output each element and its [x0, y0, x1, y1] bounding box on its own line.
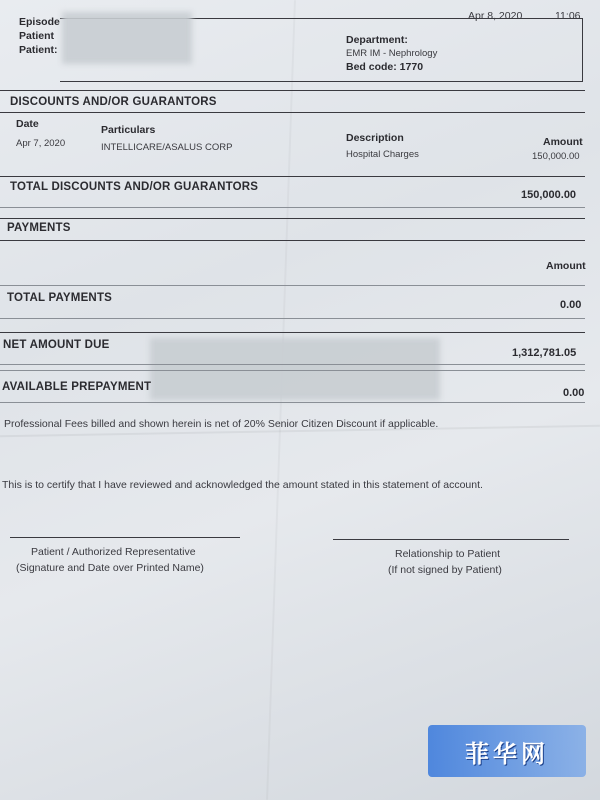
- print-date: Apr 8, 2020: [468, 10, 523, 22]
- section-rule: [0, 207, 585, 208]
- net-amount-label: NET AMOUNT DUE: [3, 339, 110, 351]
- section-rule: [0, 176, 585, 177]
- signature-left-caption: Patient / Authorized Representative: [31, 546, 196, 558]
- section-rule: [0, 370, 585, 371]
- patient-label: Patient: [19, 30, 55, 42]
- section-rule: [0, 332, 585, 333]
- discounts-title: DISCOUNTS AND/OR GUARANTORS: [10, 96, 217, 108]
- paper-crease-vertical: [266, 0, 296, 800]
- watermark-logo: 菲华网: [428, 725, 586, 777]
- print-time: 11:06: [555, 10, 581, 22]
- signature-right-caption: Relationship to Patient: [395, 548, 501, 560]
- section-rule: [0, 112, 585, 113]
- certification-note: This is to certify that I have reviewed and acknowledged the amount stated in this statement of account.: [2, 479, 483, 491]
- col-amount: Amount: [543, 136, 583, 148]
- prepayment-label: AVAILABLE PREPAYMENT: [2, 381, 152, 393]
- section-rule: [0, 218, 585, 219]
- professional-fees-note: Professional Fees billed and shown herein is net of 20% Senior Citizen Discount if applicable.: [4, 418, 439, 430]
- signature-left-subcaption: (Signature and Date over Printed Name): [16, 562, 204, 574]
- col-date: Date: [16, 118, 39, 130]
- row-description: Hospital Charges: [346, 149, 419, 160]
- payments-title: PAYMENTS: [7, 222, 71, 234]
- section-rule: [0, 402, 585, 403]
- section-rule: [0, 364, 585, 365]
- col-particulars: Particulars: [101, 124, 156, 136]
- redacted-patient-info: [62, 12, 192, 64]
- prepayment-value: 0.00: [563, 387, 585, 399]
- patient-name-label: Patient:: [19, 44, 58, 56]
- section-rule: [0, 285, 585, 286]
- discounts-total-label: TOTAL DISCOUNTS AND/OR GUARANTORS: [10, 181, 259, 193]
- signature-right-subcaption: (If not signed by Patient): [388, 564, 502, 576]
- col-description: Description: [346, 132, 404, 144]
- net-amount-value: 1,312,781.05: [512, 347, 577, 359]
- redacted-area: [150, 338, 440, 400]
- department-value: EMR IM - Nephrology: [346, 48, 438, 59]
- payments-total-value: 0.00: [560, 299, 582, 311]
- section-rule: [0, 240, 585, 241]
- discounts-total-value: 150,000.00: [521, 189, 577, 201]
- row-particulars: INTELLICARE/ASALUS CORP: [101, 142, 233, 153]
- section-rule: [0, 318, 585, 319]
- department-label: Department:: [346, 34, 408, 46]
- bed-code: Bed code: 1770: [346, 61, 424, 73]
- episode-label: Episode: [19, 16, 60, 28]
- row-amount: 150,000.00: [532, 151, 580, 162]
- row-date: Apr 7, 2020: [16, 138, 66, 149]
- payments-total-label: TOTAL PAYMENTS: [7, 292, 113, 304]
- signature-line-left: [10, 537, 240, 538]
- section-rule: [0, 90, 585, 91]
- signature-line-right: [333, 539, 569, 540]
- payments-amount-label: Amount: [546, 260, 586, 272]
